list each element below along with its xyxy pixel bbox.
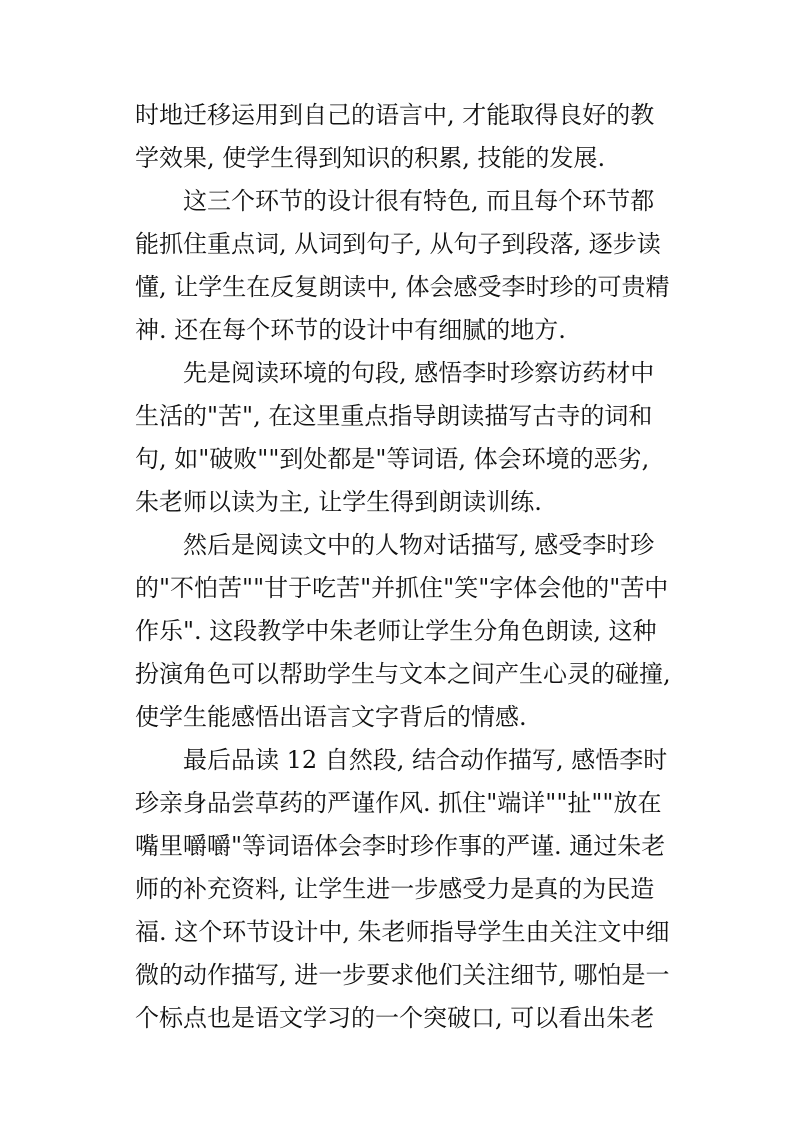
paragraph-first-line: 然后是阅读文中的人物对话描写, 感受李时珍 [183,531,655,559]
text-line: 个标点也是语文学习的一个突破口, 可以看出朱老 [135,1004,655,1032]
paragraph-first-line: 这三个环节的设计很有特色, 而且每个环节都 [183,187,655,215]
text-line: 朱老师以读为主, 让学生得到朗读训练. [135,488,542,516]
body-text [135,94,675,1040]
text-line: 福. 这个环节设计中, 朱老师指导学生由关注文中细 [135,918,670,946]
text-line: 扮演角色可以帮助学生与文本之间产生心灵的碰撞, [135,660,671,688]
paragraph-first-line: 最后品读 12 自然段, 结合动作描写, 感悟李时 [183,746,668,774]
text-line: 神. 还在每个环节的设计中有细腻的地方. [135,316,566,344]
text-line: 嘴里嚼嚼"等词语体会李时珍作事的严谨. 通过朱老 [135,832,666,860]
text-line: 微的动作描写, 进一步要求他们关注细节, 哪怕是一 [135,961,670,989]
text-line: 句, 如"破败""到处都是"等词语, 体会环境的恶劣, [135,445,650,473]
text-line: 时地迁移运用到自己的语言中, 才能取得良好的教 [135,101,655,129]
text-line: 懂, 让学生在反复朗读中, 体会感受李时珍的可贵精 [135,273,670,301]
paragraph-first-line: 先是阅读环境的句段, 感悟李时珍察访药材中 [183,359,655,387]
text-line: 作乐". 这段教学中朱老师让学生分角色朗读, 这种 [135,617,657,645]
text-line: 师的补充资料, 让学生进一步感受力是真的为民造 [135,875,655,903]
text-line: 使学生能感悟出语言文字背后的情感. [135,703,527,731]
text-line: 珍亲身品尝草药的严谨作风. 抓住"端详""扯""放在 [135,789,662,817]
text-line: 学效果, 使学生得到知识的积累, 技能的发展. [135,144,606,172]
text-line: 生活的"苦", 在这里重点指导朗读描写古寺的词和 [135,402,653,430]
text-line: 能抓住重点词, 从词到句子, 从句子到段落, 逐步读 [135,230,661,258]
text-line: 的"不怕苦""甘于吃苦"并抓住"笑"字体会他的"苦中 [135,574,669,602]
